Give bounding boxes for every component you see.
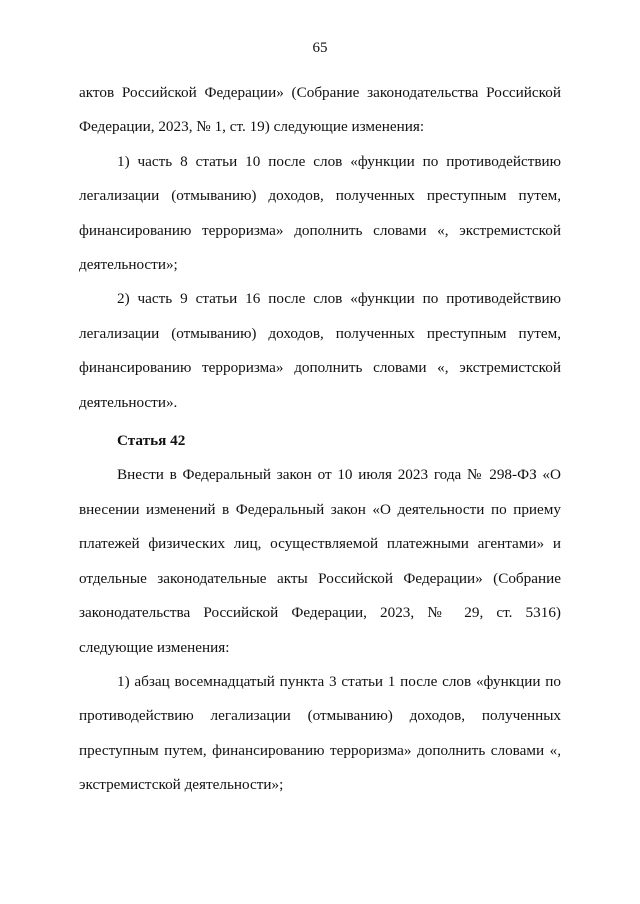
amendment-item-1: 1) часть 8 статьи 10 после слов «функции по противодействию легализации (отмыванию) доходов, полученных преступным путем, финансированию терроризма» дополнить словами «, экстремистской деятельности»; (79, 152, 561, 274)
article-amendment-item-1: 1) абзац восемнадцатый пункта 3 статьи 1 после слов «функции по противодействию легализации (отмыванию) доходов, полученных преступным путем, финансированию терроризма» дополнить словами «, экстремистской деятельности»; (79, 672, 561, 794)
article-intro-paragraph: Внести в Федеральный закон от 10 июля 2023 года № 298-ФЗ «О внесении изменений в Федеральный закон «О деятельности по приему платежей физических лиц, осуществляемой платежными агентами» и отдельные законодательные акты Российской Федерации» (Собрание законодательства Российской Федерации, 2023, № 29, ст. 5316) следующие изменения: (79, 466, 561, 656)
amendment-item-2: 2) часть 9 статьи 16 после слов «функции по противодействию легализации (отмыванию) доходов, полученных преступным путем, финансированию терроризма» дополнить словами «, экстремистской деятельности». (79, 290, 561, 411)
continuation-paragraph: актов Российской Федерации» (Собрание законодательства Российской Федерации, 2023, № 1, ст. 19) следующие изменения: (79, 84, 561, 136)
document-body (79, 76, 561, 803)
article-heading: Статья 42 (117, 432, 186, 450)
page-number: 65 (312, 40, 328, 56)
